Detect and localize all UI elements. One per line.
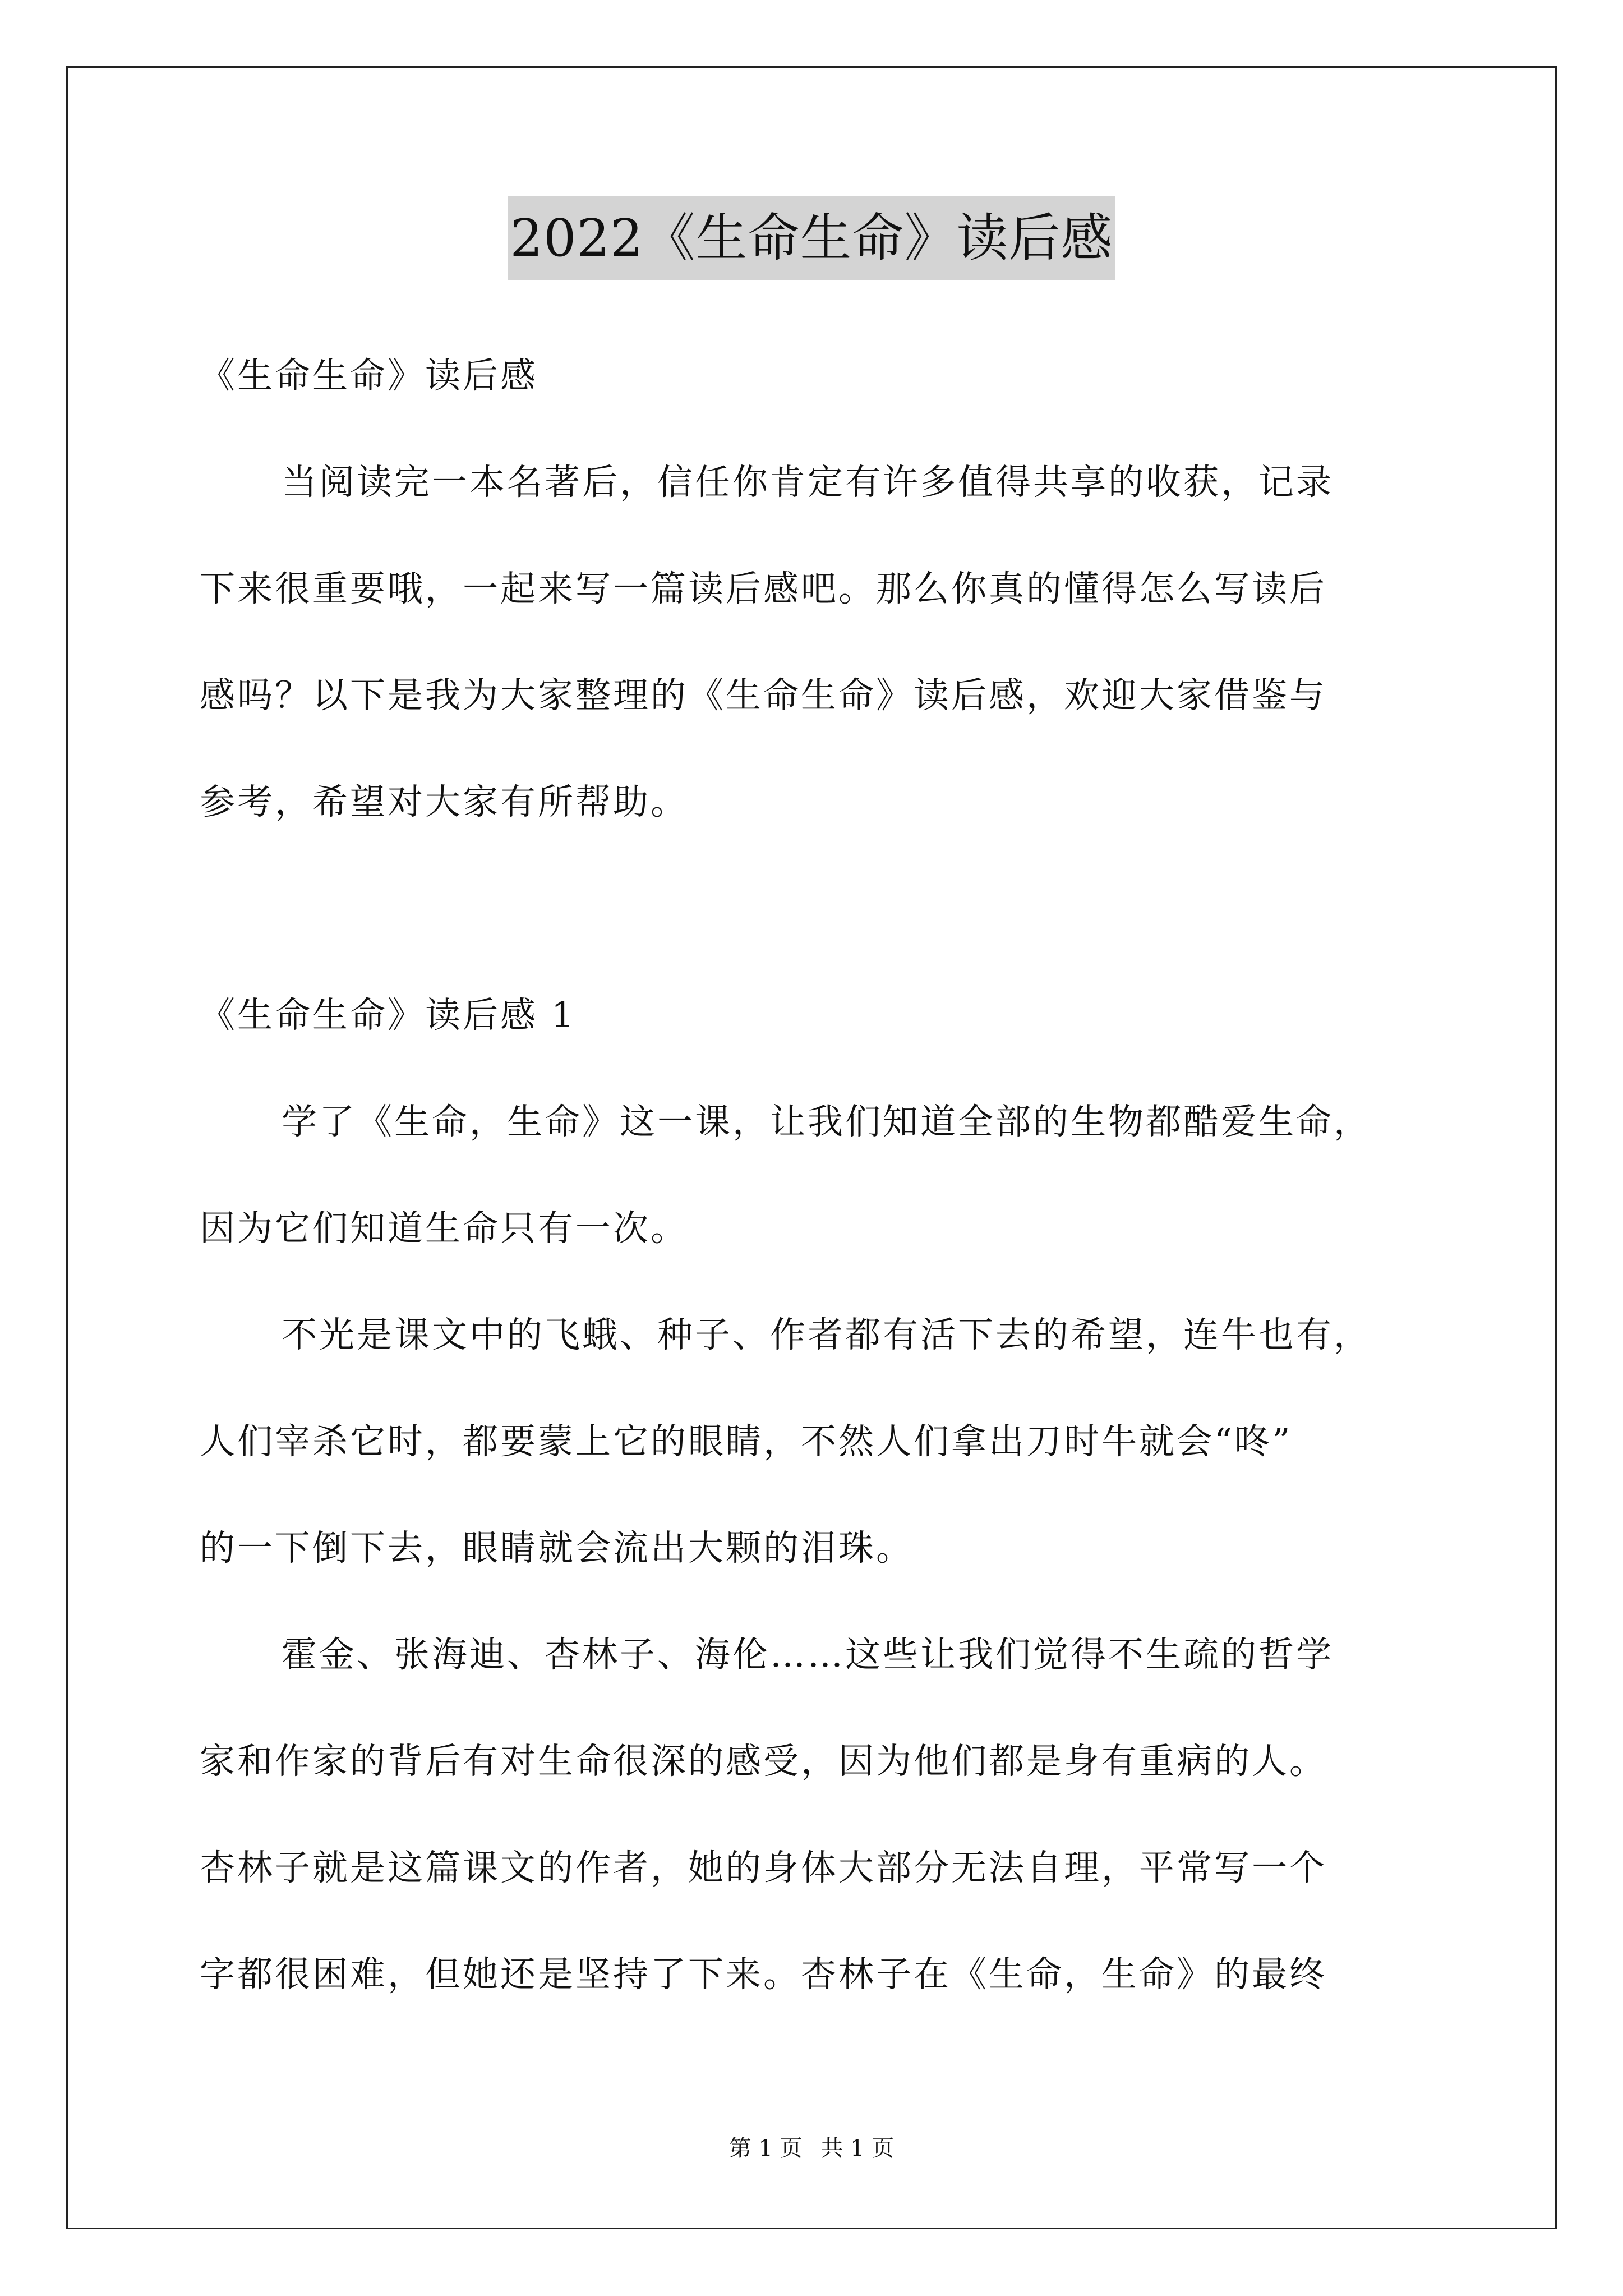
intro-line: 感吗？以下是我为大家整理的《生命生命》读后感，欢迎大家借鉴与 [200, 675, 1327, 716]
paragraph-line: 学了《生命，生命》这一课，让我们知道全部的生物都酷爱生命， [282, 1101, 1371, 1142]
intro-line: 参考，希望对大家有所帮助。 [200, 781, 688, 822]
section-gap [200, 855, 1433, 962]
paragraph-line: 的一下倒下去，眼睛就会流出大颗的泪珠。 [200, 1527, 914, 1568]
title-container [0, 196, 1623, 280]
paragraph-line: 因为它们知道生命只有一次。 [200, 1208, 688, 1249]
paragraph-line: 人们宰杀它时，都要蒙上它的眼睛，不然人们拿出刀时牛就会“咚” [200, 1421, 1293, 1462]
paragraph-line: 不光是课文中的飞蛾、种子、作者都有活下去的希望，连牛也有， [282, 1314, 1371, 1355]
paragraph-line: 杏林子就是这篇课文的作者，她的身体大部分无法自理，平常写一个 [200, 1847, 1327, 1888]
intro-line: 下来很重要哦，一起来写一篇读后感吧。那么你真的懂得怎么写读后 [200, 568, 1327, 609]
section-heading: 《生命生命》读后感 1 [200, 995, 577, 1036]
paragraph-line: 霍金、张海迪、杏林子、海伦……这些让我们觉得不生疏的哲学 [282, 1634, 1334, 1675]
paragraph-line: 家和作家的背后有对生命很深的感受，因为他们都是身有重病的人。 [200, 1741, 1327, 1782]
paragraph-line: 字都很困难，但她还是坚持了下来。杏林子在《生命，生命》的最终 [200, 1954, 1327, 1995]
page-total: 共 1 页 [820, 2136, 895, 2161]
document-body [200, 323, 1433, 2028]
page-number: 第 1 页 [728, 2136, 803, 2161]
intro-line: 当阅读完一本名著后，信任你肯定有许多值得共享的收获，记录 [282, 462, 1334, 503]
page-footer [0, 2132, 1623, 2165]
document-title: 2022《生命生命》读后感 [508, 196, 1115, 280]
intro-heading: 《生命生命》读后感 [200, 355, 538, 396]
